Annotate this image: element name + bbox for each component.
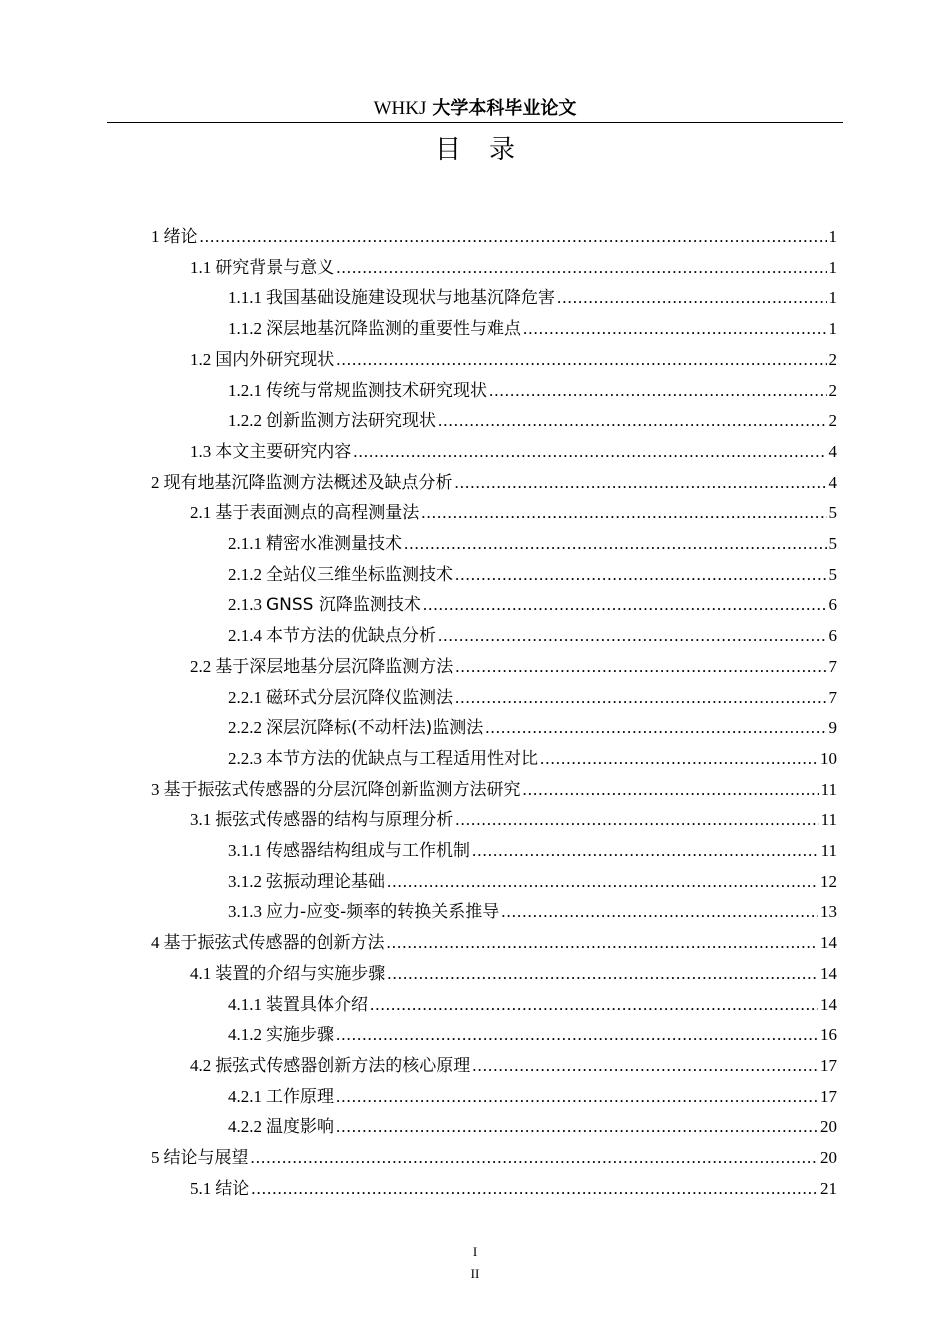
toc-entry-number: 1.2.1 xyxy=(228,381,262,400)
toc-entry[interactable] xyxy=(228,867,837,897)
toc-dot-leader xyxy=(472,1051,818,1081)
toc-entry[interactable] xyxy=(190,253,837,283)
toc-entry[interactable] xyxy=(228,1112,837,1142)
toc-entry-number: 2.2 xyxy=(190,657,212,676)
toc-entry[interactable] xyxy=(190,437,837,467)
toc-entry-title: 深层地基沉降监测的重要性与难点 xyxy=(266,319,521,339)
toc-entry-page: 2 xyxy=(828,350,837,369)
toc-entry[interactable] xyxy=(190,805,837,835)
toc-entry[interactable] xyxy=(151,928,837,958)
toc-entry-number: 5 xyxy=(151,1148,160,1167)
toc-dot-leader xyxy=(251,1143,819,1173)
toc-entry-page: 14 xyxy=(820,964,837,983)
toc-entry-title: 本节方法的优缺点分析 xyxy=(266,626,436,646)
toc-entry-page: 1 xyxy=(828,227,837,246)
toc-entry-number: 2.2.2 xyxy=(228,718,262,737)
toc-dot-leader xyxy=(387,867,818,897)
toc-entry-page: 11 xyxy=(820,841,837,860)
toc-entry-title: 基于表面测点的高程测量法 xyxy=(215,503,420,523)
toc-entry[interactable] xyxy=(151,775,837,805)
toc-entry-number: 3.1.2 xyxy=(228,872,262,891)
toc-entry-number: 3.1.3 xyxy=(228,902,262,921)
toc-entry-title: 磁环式分层沉降仪监测法 xyxy=(266,688,453,708)
toc-entry-number: 1.2.2 xyxy=(228,411,262,430)
toc-dot-leader xyxy=(455,560,827,590)
header-latin: WHKJ xyxy=(373,98,427,119)
toc-entry-page: 20 xyxy=(820,1117,837,1136)
toc-dot-leader xyxy=(423,590,827,620)
toc-entry[interactable] xyxy=(228,1082,837,1112)
toc-entry-page: 5 xyxy=(828,565,837,584)
toc-entry[interactable] xyxy=(228,376,837,406)
toc-entry-page: 6 xyxy=(828,626,837,645)
toc-entry-number: 3.1 xyxy=(190,810,212,829)
toc-entry-number: 2 xyxy=(151,473,160,492)
toc-entry[interactable] xyxy=(151,468,837,498)
toc-entry-number: 1.1.1 xyxy=(228,288,262,307)
page-number-footer-secondary: II xyxy=(470,1266,480,1281)
toc-entry-title: 装置具体介绍 xyxy=(266,995,368,1015)
toc-entry-number: 2.2.3 xyxy=(228,749,262,768)
toc-entry-number: 2.1.4 xyxy=(228,626,262,645)
toc-dot-leader xyxy=(370,990,818,1020)
toc-entry-title: 应力-应变-频率的转换关系推导 xyxy=(266,902,500,922)
toc-entry[interactable] xyxy=(228,314,837,344)
toc-entry-page: 4 xyxy=(828,442,837,461)
toc-dot-leader xyxy=(387,959,818,989)
toc-dot-leader xyxy=(455,683,827,713)
toc-entry-title: 温度影响 xyxy=(266,1117,334,1137)
toc-entry[interactable] xyxy=(228,529,837,559)
toc-entry-number: 2.1.2 xyxy=(228,565,262,584)
toc-entry-title: GNSS 沉降监测技术 xyxy=(266,595,421,615)
toc-entry-title: 基于深层地基分层沉降监测方法 xyxy=(215,657,454,677)
toc-dot-leader xyxy=(336,1112,818,1142)
toc-entry[interactable] xyxy=(190,1174,837,1204)
toc-entry-number: 5.1 xyxy=(190,1179,212,1198)
toc-entry-page: 20 xyxy=(820,1148,837,1167)
toc-entry-title: 结论 xyxy=(215,1179,250,1199)
toc-entry[interactable] xyxy=(228,744,837,774)
toc-dot-leader xyxy=(200,222,827,252)
toc-entry-number: 1.1.2 xyxy=(228,319,262,338)
toc-entry-page: 7 xyxy=(828,657,837,676)
toc-dot-leader xyxy=(387,928,819,958)
toc-entry-number: 4.2 xyxy=(190,1056,212,1075)
toc-entry[interactable] xyxy=(190,959,837,989)
toc-dot-leader xyxy=(336,253,826,283)
toc-entry[interactable] xyxy=(228,621,837,651)
toc-entry-title: 传统与常规监测技术研究现状 xyxy=(266,381,487,401)
toc-dot-leader xyxy=(485,713,826,743)
toc-dot-leader xyxy=(438,621,827,651)
toc-entry[interactable] xyxy=(151,1143,837,1173)
toc-entry-title: 工作原理 xyxy=(266,1087,334,1107)
toc-entry-title: 基于振弦式传感器的创新方法 xyxy=(163,933,385,953)
toc-entry-page: 17 xyxy=(820,1056,837,1075)
toc-dot-leader xyxy=(472,836,819,866)
toc-dot-leader xyxy=(523,775,819,805)
toc-entry-page: 12 xyxy=(820,872,837,891)
toc-entry[interactable] xyxy=(228,683,837,713)
toc-entry-page: 7 xyxy=(828,688,837,707)
toc-entry-number: 2.1.1 xyxy=(228,534,262,553)
toc-entry-number: 4.2.1 xyxy=(228,1087,262,1106)
toc-dot-leader xyxy=(438,406,827,436)
toc-entry-title: 基于振弦式传感器的分层沉降创新监测方法研究 xyxy=(163,780,521,800)
toc-entry-page: 11 xyxy=(820,780,837,799)
toc-entry-title: 创新监测方法研究现状 xyxy=(266,411,436,431)
toc-entry[interactable] xyxy=(190,498,837,528)
toc-dot-leader xyxy=(501,897,818,927)
toc-entry-title: 振弦式传感器的结构与原理分析 xyxy=(215,810,454,830)
toc-entry-page: 5 xyxy=(828,503,837,522)
toc-entry-number: 3.1.1 xyxy=(228,841,262,860)
toc-entry-page: 21 xyxy=(820,1179,837,1198)
toc-entry-number: 1.1 xyxy=(190,258,212,277)
toc-entry[interactable] xyxy=(228,590,837,620)
toc-entry[interactable] xyxy=(228,990,837,1020)
toc-entry-title: 精密水准测量技术 xyxy=(266,534,402,554)
toc-entry-number: 3 xyxy=(151,780,160,799)
toc-entry-page: 16 xyxy=(820,1025,837,1044)
toc-entry-page: 2 xyxy=(828,411,837,430)
toc-entry-title: 实施步骤 xyxy=(266,1025,334,1045)
toc-entry-page: 17 xyxy=(820,1087,837,1106)
toc-entry[interactable] xyxy=(228,897,837,927)
toc-dot-leader xyxy=(489,376,827,406)
toc-entry[interactable] xyxy=(228,836,837,866)
toc-entry-title: 现有地基沉降监测方法概述及缺点分析 xyxy=(163,473,453,493)
toc-entry-number: 2.1 xyxy=(190,503,212,522)
toc-entry[interactable] xyxy=(151,222,837,252)
toc-entry-title: 弦振动理论基础 xyxy=(266,872,385,892)
toc-entry-number: 4.1.2 xyxy=(228,1025,262,1044)
toc-entry[interactable] xyxy=(228,1020,837,1050)
toc-dot-leader xyxy=(353,437,826,467)
toc-entry-title: 振弦式传感器创新方法的核心原理 xyxy=(215,1056,471,1076)
toc-entry-number: 4.2.2 xyxy=(228,1117,262,1136)
toc-dot-leader xyxy=(523,314,827,344)
toc-entry-page: 11 xyxy=(820,810,837,829)
toc-entry-title: 本节方法的优缺点与工程适用性对比 xyxy=(266,749,538,769)
toc-entry-title: 结论与展望 xyxy=(163,1148,249,1168)
page-number-footer: I xyxy=(472,1244,478,1259)
toc-entry[interactable] xyxy=(228,406,837,436)
toc-entry-page: 6 xyxy=(828,595,837,614)
toc-dot-leader xyxy=(540,744,818,774)
toc-entry[interactable] xyxy=(228,713,837,743)
toc-entry-number: 4.1 xyxy=(190,964,212,983)
toc-dot-leader xyxy=(421,498,826,528)
toc-entry-number: 1 xyxy=(151,227,160,246)
toc-entry-title: 本文主要研究内容 xyxy=(215,442,352,462)
toc-dot-leader xyxy=(455,805,818,835)
toc-entry[interactable] xyxy=(228,283,837,313)
toc-entry[interactable] xyxy=(190,345,837,375)
toc-entry-page: 13 xyxy=(820,902,837,921)
toc-entry-page: 1 xyxy=(828,319,837,338)
toc-entry[interactable] xyxy=(190,1051,837,1081)
toc-entry-number: 4 xyxy=(151,933,160,952)
toc-dot-leader xyxy=(336,1020,818,1050)
toc-entry-number: 2.2.1 xyxy=(228,688,262,707)
toc-entry-page: 5 xyxy=(828,534,837,553)
toc-entry[interactable] xyxy=(228,560,837,590)
toc-entry-title: 装置的介绍与实施步骤 xyxy=(215,964,386,984)
toc-entry-page: 14 xyxy=(820,933,837,952)
toc-entry-number: 4.1.1 xyxy=(228,995,262,1014)
toc-entry-page: 1 xyxy=(828,288,837,307)
toc-entry-title: 全站仪三维坐标监测技术 xyxy=(266,565,453,585)
toc-dot-leader xyxy=(336,1082,818,1112)
toc-dot-leader xyxy=(557,283,827,313)
toc-entry-number: 1.3 xyxy=(190,442,212,461)
toc-dot-leader xyxy=(251,1174,818,1204)
toc-entry[interactable] xyxy=(190,652,837,682)
toc-dot-leader xyxy=(404,529,827,559)
toc-entry-number: 1.2 xyxy=(190,350,212,369)
toc-dot-leader xyxy=(455,652,826,682)
toc-entry-title: 绪论 xyxy=(163,227,198,247)
toc-entry-title: 研究背景与意义 xyxy=(215,258,335,278)
header-title: 大学本科毕业论文 xyxy=(432,98,577,119)
toc-entry-page: 2 xyxy=(828,381,837,400)
page-title: 目录 xyxy=(434,135,543,165)
toc-entry-page: 9 xyxy=(828,718,837,737)
toc-dot-leader xyxy=(455,468,827,498)
toc-entry-page: 1 xyxy=(828,258,837,277)
running-header xyxy=(107,94,843,123)
toc-entry-page: 4 xyxy=(828,473,837,492)
toc-entry-title: 我国基础设施建设现状与地基沉降危害 xyxy=(266,288,555,308)
toc-entry-title: 深层沉降标(不动杆法)监测法 xyxy=(266,718,484,738)
toc-entry-number: 2.1.3 xyxy=(228,595,262,614)
toc-entry-page: 14 xyxy=(820,995,837,1014)
toc-entry-title: 国内外研究现状 xyxy=(215,350,335,370)
toc-entry-title: 传感器结构组成与工作机制 xyxy=(266,841,470,861)
toc-entry-page: 10 xyxy=(820,749,837,768)
toc-dot-leader xyxy=(336,345,826,375)
